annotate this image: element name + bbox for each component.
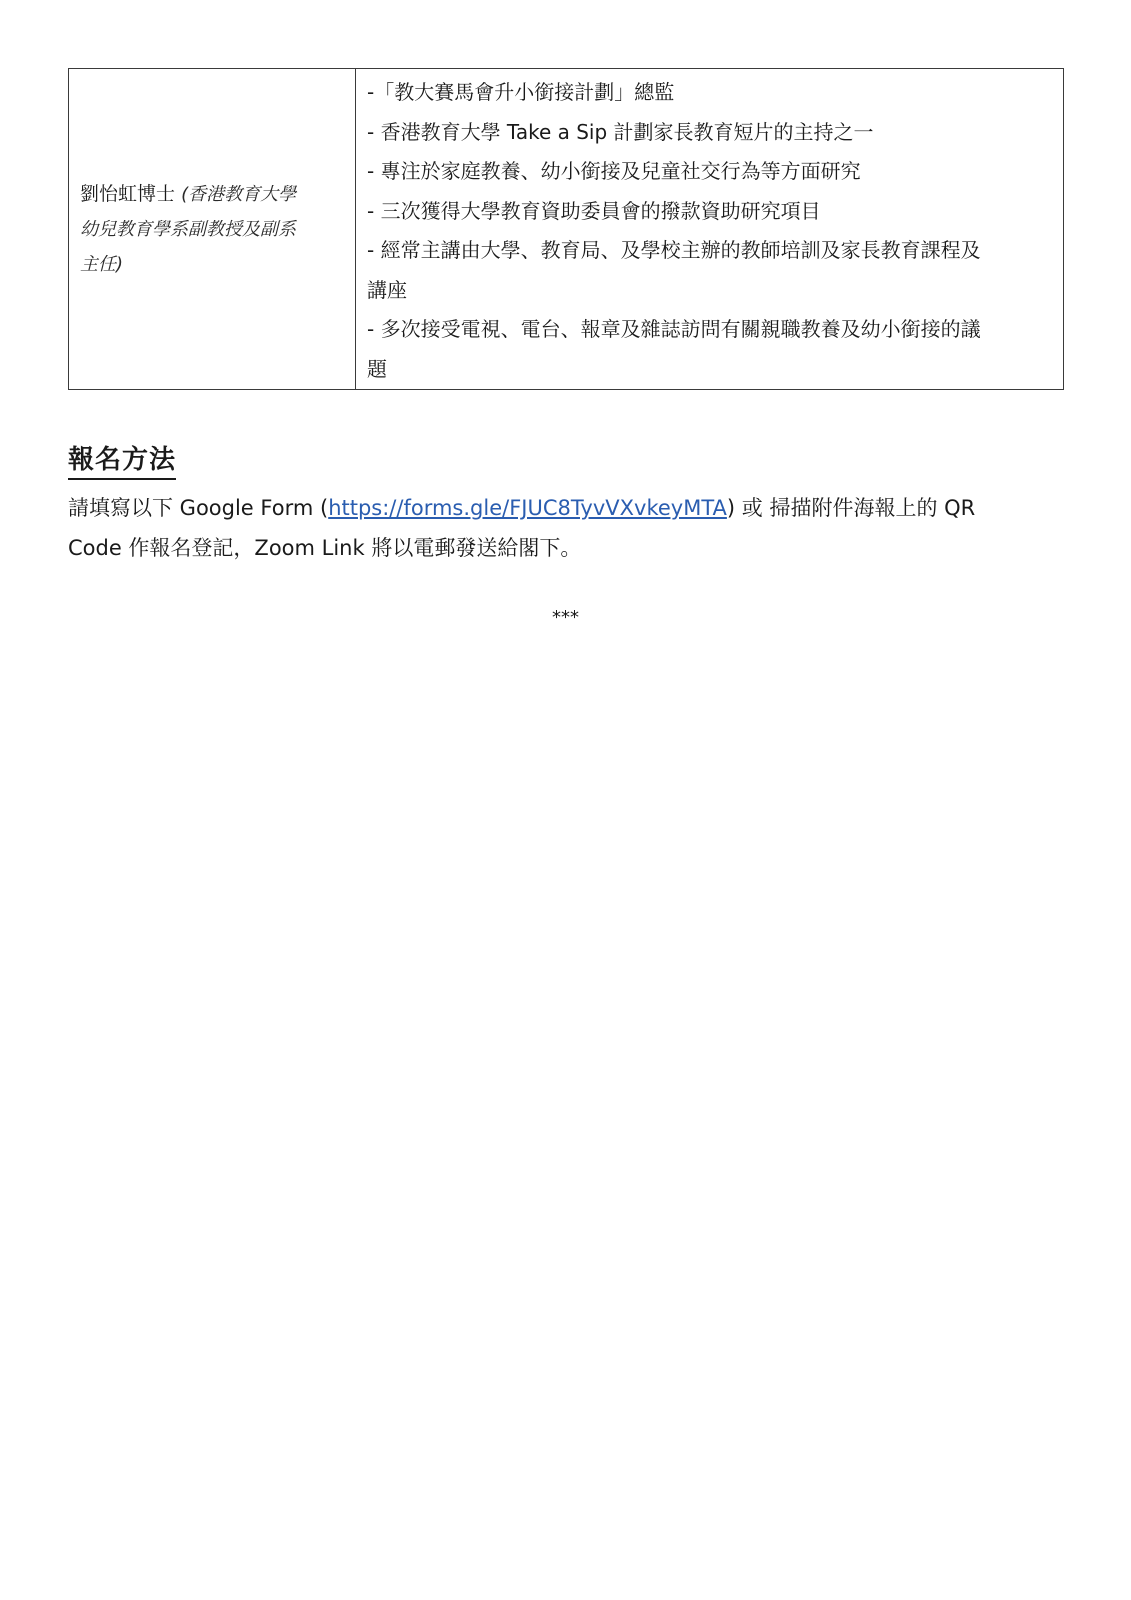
speaker-bio-table [68, 68, 1064, 390]
bio-cell [356, 69, 1064, 390]
speaker-title-line2: 幼兒教育學系副教授及副系 [80, 218, 296, 240]
list-item: 講座 [367, 277, 407, 302]
section-divider: *** [552, 607, 579, 628]
list-item: - 專注於家庭教養、幼小銜接及兒童社交行為等方面研究 [367, 159, 861, 183]
list-item: 題 [367, 356, 387, 381]
speaker-title-line1: (香港教育大學 [181, 183, 297, 205]
list-item: -「教大賽馬會升小銜接計劃」總監 [367, 80, 675, 104]
registration-text-before-link: 請填寫以下 Google Form ( [68, 496, 329, 520]
registration-text [68, 488, 1058, 568]
list-item: - 多次接受電視、電台、報章及雜誌訪問有關親職教養及幼小銜接的議 [367, 317, 981, 341]
table-row [69, 69, 1064, 390]
list-item: - 三次獲得大學教育資助委員會的撥款資助研究項目 [367, 198, 821, 223]
google-form-link[interactable]: https://forms.gle/FJUC8TyvVXvkeyMTA [328, 496, 727, 520]
bio-list [367, 73, 1051, 389]
speaker-name: 劉怡虹博士 [80, 182, 176, 205]
registration-heading: 報名方法 [68, 442, 176, 480]
speaker-title-line3: 主任) [80, 253, 124, 275]
speaker-cell [69, 69, 356, 390]
list-item: - 香港教育大學 Take a Sip 計劃家長教育短片的主持之一 [367, 119, 874, 144]
list-item: - 經常主講由大學、教育局、及學校主辦的教師培訓及家長教育課程及 [367, 238, 981, 262]
registration-text-line2: Code 作報名登記，Zoom Link 將以電郵發送給閣下。 [68, 536, 582, 560]
registration-text-after-link: ) 或 掃描附件海報上的 QR [726, 496, 976, 520]
